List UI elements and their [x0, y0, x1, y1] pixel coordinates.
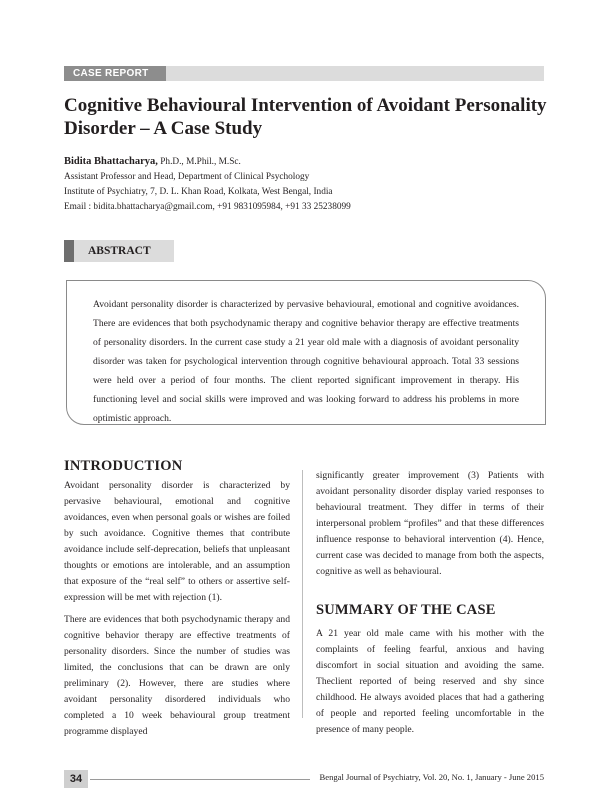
introduction-paragraph-1: Avoidant personality disorder is characterized by pervasive behavioural, emotional and cognitive avoidances, even when personal goals or wishes are foiled by such avoidance. Cognitive themes that contribute avoidance include self-deprecation, beliefs that unpleasant thoughts or emotions are intolerable, and an assumption that exposure of the “real self” to others or assertive self-expression will be met with rejection (1).	[64, 480, 290, 603]
footer-rule	[90, 779, 310, 780]
journal-footer: Bengal Journal of Psychiatry, Vol. 20, No. 1, January - June 2015	[319, 772, 544, 782]
introduction-paragraph-2: There are evidences that both psychodynamic therapy and cognitive behavior therapy are effective treatments of personality disorders. Since the number of studies was limited, the conclusions that can be drawn are only preliminary (2). However, there are studies where avoidant personality disordered individuals who completed a 10 week behavioural group treatment programme displayed	[64, 614, 290, 737]
summary-paragraph-1: A 21 year old male came with his mother with the complaints of feeling fearful, anxious and having discomfort in social situation and avoiding the same. Theclient reported of being reserved and shy since childhood. He always avoided places that had a gathering of people and reported feeling uncomfortable in the presence of many people.	[316, 628, 544, 735]
author-institute: Institute of Psychiatry, 7, D. L. Khan Road, Kolkata, West Bengal, India	[64, 187, 333, 197]
column-divider	[302, 470, 303, 718]
summary-heading: SUMMARY OF THE CASE	[316, 602, 496, 618]
abstract-text: Avoidant personality disorder is characterized by pervasive behavioural, emotional and cognitive avoidances. There are evidences that both psychodynamic therapy and cognitive behavior therapy are effective treatments of personality disorders. In the current case study a 21 year old male with a diagnosis of avoidant personality disorder was taken for psychological intervention through cognitive behavioural approach. Total 33 sessions were held over a period of four months. The client reported significant improvement in therapy. His functioning level and social skills were improved and was looking forward to address his problems in more optimistic approach.	[93, 299, 519, 424]
abstract-heading: ABSTRACT	[88, 245, 151, 257]
introduction-paragraph-3: significantly greater improvement (3) Patients with avoidant personality disorder display varied responses to behavioural treatment. They differ in terms of their interpersonal problem “profiles” and that these differences influence response to behavioral intervention (4). Hence, current case was decided to manage from both the aspects, cognitive as well as behavioural.	[316, 470, 544, 577]
case-report-tag: CASE REPORT	[64, 66, 166, 81]
author-contact: Email : bidita.bhattacharya@gmail.com, +91 9831095984, +91 33 25238099	[64, 202, 351, 212]
author-line	[64, 154, 544, 170]
page-number: 34	[64, 770, 88, 788]
abstract-heading-accent	[64, 240, 74, 262]
introduction-heading: INTRODUCTION	[64, 458, 183, 474]
abstract-box	[66, 280, 546, 425]
author-name: Bidita Bhattacharya,	[64, 156, 158, 167]
author-credentials: Ph.D., M.Phil., M.Sc.	[160, 157, 241, 167]
author-block	[64, 154, 544, 215]
article-title: Cognitive Behavioural Intervention of Avoidant Personality Disorder – A Case Study	[64, 95, 547, 139]
author-position: Assistant Professor and Head, Department of Clinical Psychology	[64, 172, 310, 182]
